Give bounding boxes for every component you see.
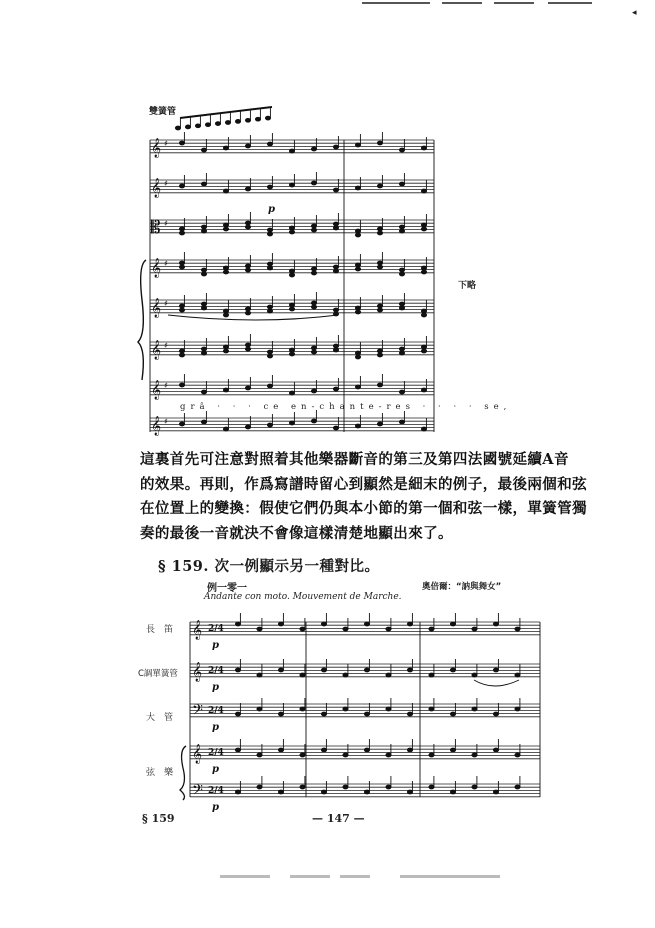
note-head: [245, 187, 250, 191]
note-head: [223, 266, 228, 270]
note-head: [289, 348, 294, 352]
note-head: [201, 229, 206, 233]
lyrics-line: grâ · · · ce en-chante-res · · · · se,: [180, 402, 512, 412]
note-head: [515, 785, 520, 789]
note-head: [235, 120, 240, 124]
clef-symbol: 𝄞: [151, 340, 162, 360]
note-head: [386, 785, 391, 789]
note-head: [407, 748, 412, 752]
note-head: [195, 124, 200, 128]
note-head: [421, 189, 426, 193]
note-head: [355, 263, 360, 267]
note-head: [267, 384, 272, 388]
note-head: [235, 622, 240, 626]
note-head: [421, 388, 426, 392]
key-signature: ♯: [164, 417, 168, 426]
note-head: [355, 229, 360, 233]
note-head: [267, 232, 272, 236]
note-head: [245, 144, 250, 148]
note-head: [377, 304, 382, 308]
key-signature: ♯: [164, 179, 168, 188]
note-head: [267, 423, 272, 427]
note-head: [429, 707, 434, 711]
note-head: [429, 785, 434, 789]
note-head: [399, 302, 404, 306]
note-head: [235, 790, 240, 794]
note-head: [311, 228, 316, 232]
note-head: [386, 753, 391, 757]
note-head: [201, 420, 206, 424]
note-head: [333, 222, 338, 226]
clef-symbol: 𝄞: [151, 258, 162, 278]
note-head: [185, 125, 190, 129]
tempo-marking: Andante con moto. Mouvement de Marche.: [204, 592, 402, 602]
side-note: 下略: [458, 281, 477, 291]
note-head: [450, 622, 455, 626]
score-figure-2: [184, 600, 544, 815]
note-head: [399, 182, 404, 186]
paragraph-line: 在位置上的變換：假使它們仍與本小節的第一個和弦一樣，單簧管獨: [140, 500, 587, 517]
paragraph-line: 這裏首先可注意對照着其他樂器斷音的第三及第四法國號延續A音: [140, 451, 569, 468]
note-head: [377, 261, 382, 265]
note-head: [421, 309, 426, 313]
note-head: [300, 673, 305, 677]
note-head: [278, 790, 283, 794]
note-head: [355, 306, 360, 310]
note-head: [289, 421, 294, 425]
note-head: [429, 673, 434, 677]
note-head: [472, 785, 477, 789]
instrument-label-flute: 長 笛: [146, 625, 174, 635]
clef-symbol: 𝄢: [192, 702, 203, 722]
note-head: [493, 668, 498, 672]
note-head: [179, 383, 184, 387]
note-head: [201, 268, 206, 272]
note-head: [179, 141, 184, 145]
note-head: [257, 785, 262, 789]
footer-section-ref: § 159: [142, 812, 175, 825]
time-signature: 2/4: [208, 786, 224, 796]
note-head: [399, 390, 404, 394]
note-head: [333, 387, 338, 391]
note-head: [245, 225, 250, 229]
note-head: [300, 707, 305, 711]
note-head: [421, 223, 426, 227]
dynamic-mark: p: [268, 204, 275, 215]
note-head: [267, 262, 272, 266]
note-head: [311, 147, 316, 151]
note-head: [223, 388, 228, 392]
note-head: [311, 305, 316, 309]
note-head: [429, 627, 434, 631]
note-head: [175, 126, 180, 130]
note-head: [333, 265, 338, 269]
key-signature: ♯: [164, 299, 168, 308]
note-head: [201, 390, 206, 394]
score-figure-1: [138, 110, 438, 440]
note-head: [235, 668, 240, 672]
note-head: [289, 273, 294, 277]
clef-symbol: 𝄞: [192, 744, 203, 764]
note-head: [267, 228, 272, 232]
note-head: [257, 627, 262, 631]
note-head: [289, 303, 294, 307]
clef-symbol: 𝄞: [192, 620, 203, 640]
note-head: [399, 347, 404, 351]
note-head: [493, 790, 498, 794]
note-head: [223, 146, 228, 150]
note-head: [355, 233, 360, 237]
note-head: [179, 265, 184, 269]
note-head: [311, 301, 316, 305]
note-head: [289, 230, 294, 234]
note-head: [257, 673, 262, 677]
note-head: [399, 148, 404, 152]
note-head: [223, 227, 228, 231]
note-head: [472, 673, 477, 677]
clef-symbol: 𝄞: [151, 298, 162, 318]
note-head: [289, 391, 294, 395]
note-head: [179, 349, 184, 353]
key-signature: ♯: [164, 219, 168, 228]
note-head: [450, 748, 455, 752]
instrument-label-bassoon: 大 管: [146, 713, 174, 723]
note-head: [179, 231, 184, 235]
note-head: [355, 267, 360, 271]
note-head: [311, 389, 316, 393]
note-head: [450, 668, 455, 672]
note-head: [377, 422, 382, 426]
note-head: [289, 183, 294, 187]
note-head: [205, 123, 210, 127]
clef-symbol: 𝄢: [192, 782, 203, 802]
key-signature: ♯: [164, 381, 168, 390]
note-head: [421, 345, 426, 349]
note-head: [333, 426, 338, 430]
note-head: [399, 268, 404, 272]
note-head: [278, 622, 283, 626]
note-head: [407, 712, 412, 716]
note-head: [179, 261, 184, 265]
corner-mark: ◂: [632, 8, 637, 18]
note-head: [377, 353, 382, 357]
note-head: [289, 149, 294, 153]
note-head: [300, 753, 305, 757]
time-signature: 2/4: [208, 706, 224, 716]
note-head: [421, 146, 426, 150]
note-head: [255, 117, 260, 121]
note-head: [257, 753, 262, 757]
body-paragraph: [140, 448, 587, 546]
note-head: [421, 270, 426, 274]
note-head: [355, 385, 360, 389]
section-heading: [158, 555, 380, 576]
time-signature: 2/4: [208, 748, 224, 758]
tie: [168, 315, 338, 320]
note-head: [343, 673, 348, 677]
note-head: [179, 308, 184, 312]
note-head: [399, 225, 404, 229]
note-head: [515, 673, 520, 677]
note-head: [343, 753, 348, 757]
scan-artifact: [400, 875, 500, 878]
note-head: [235, 748, 240, 752]
note-head: [377, 231, 382, 235]
note-head: [421, 227, 426, 231]
note-head: [399, 351, 404, 355]
note-head: [311, 350, 316, 354]
note-head: [407, 622, 412, 626]
note-head: [179, 227, 184, 231]
paragraph-line: 的效果。再則，作爲寫譜時留心到顯然是細末的例子，最後兩個和弦: [140, 475, 587, 493]
note-head: [472, 707, 477, 711]
note-head: [493, 622, 498, 626]
clef-symbol: 𝄞: [151, 416, 162, 436]
paragraph-line: 奏的最後一音就決不會像這樣清楚地顯出來了。: [140, 524, 453, 542]
note-head: [311, 224, 316, 228]
note-head: [223, 313, 228, 317]
note-head: [421, 313, 426, 317]
note-head: [377, 141, 382, 145]
note-head: [377, 383, 382, 387]
note-head: [333, 344, 338, 348]
note-head: [429, 753, 434, 757]
note-head: [399, 306, 404, 310]
note-head: [245, 425, 250, 429]
note-head: [355, 351, 360, 355]
note-head: [399, 272, 404, 276]
note-head: [343, 627, 348, 631]
note-head: [223, 270, 228, 274]
note-head: [289, 269, 294, 273]
note-head: [223, 189, 228, 193]
note-head: [377, 349, 382, 353]
note-head: [386, 707, 391, 711]
dynamic-mark: p: [212, 802, 219, 813]
note-head: [355, 186, 360, 190]
source-attribution: 奧倍爾：“訥與舞女”: [422, 582, 502, 592]
note-head: [421, 349, 426, 353]
note-head: [321, 748, 326, 752]
note-head: [289, 352, 294, 356]
note-head: [179, 353, 184, 357]
note-head: [333, 226, 338, 230]
note-head: [179, 304, 184, 308]
note-head: [267, 305, 272, 309]
header-rule: [362, 2, 430, 4]
scan-artifact: [290, 875, 330, 878]
page-number: — 147 —: [312, 812, 365, 825]
note-head: [245, 311, 250, 315]
note-head: [179, 422, 184, 426]
note-head: [321, 668, 326, 672]
note-head: [223, 223, 228, 227]
clef-symbol: 𝄡: [151, 218, 161, 238]
note-head: [515, 707, 520, 711]
time-signature: 2/4: [208, 666, 224, 676]
note-head: [515, 627, 520, 631]
note-head: [399, 229, 404, 233]
clef-symbol: 𝄞: [151, 178, 162, 198]
note-head: [311, 419, 316, 423]
note-head: [179, 184, 184, 188]
note-head: [300, 627, 305, 631]
section-number: § 159.: [158, 558, 209, 575]
note-head: [355, 310, 360, 314]
clef-symbol: 𝄞: [192, 662, 203, 682]
note-head: [201, 272, 206, 276]
note-head: [267, 266, 272, 270]
note-head: [386, 627, 391, 631]
note-head: [311, 181, 316, 185]
key-signature: ♯: [164, 139, 168, 148]
clef-symbol: 𝄞: [151, 380, 162, 400]
dynamic-mark: p: [212, 640, 219, 651]
scan-artifact: [340, 875, 370, 878]
note-head: [245, 221, 250, 225]
beam: [180, 107, 272, 118]
note-head: [343, 707, 348, 711]
note-head: [215, 122, 220, 126]
note-head: [493, 748, 498, 752]
note-head: [472, 627, 477, 631]
note-head: [289, 226, 294, 230]
note-head: [364, 712, 369, 716]
scan-artifact: [220, 875, 270, 878]
note-head: [321, 712, 326, 716]
note-head: [321, 790, 326, 794]
note-head: [355, 143, 360, 147]
note-head: [265, 116, 270, 120]
note-head: [245, 347, 250, 351]
note-head: [289, 307, 294, 311]
note-head: [311, 346, 316, 350]
instrument-label-clarinet: C調單簧管: [138, 669, 178, 679]
note-head: [450, 712, 455, 716]
note-head: [355, 424, 360, 428]
time-signature: 2/4: [208, 624, 224, 634]
note-head: [407, 668, 412, 672]
note-head: [245, 386, 250, 390]
note-head: [267, 309, 272, 313]
note-head: [223, 349, 228, 353]
dynamic-mark: p: [212, 682, 219, 693]
header-rule: [548, 2, 592, 4]
example-label: 例一零一: [207, 583, 247, 594]
note-head: [300, 785, 305, 789]
note-head: [223, 309, 228, 313]
note-head: [343, 785, 348, 789]
note-head: [225, 121, 230, 125]
section-text: 次一例顯示另一種對比。: [214, 558, 380, 575]
note-head: [377, 227, 382, 231]
note-head: [450, 790, 455, 794]
key-signature: ♯: [164, 259, 168, 268]
note-head: [278, 748, 283, 752]
note-head: [421, 266, 426, 270]
note-head: [321, 622, 326, 626]
note-head: [311, 267, 316, 271]
note-head: [377, 184, 382, 188]
note-head: [364, 790, 369, 794]
note-head: [515, 753, 520, 757]
dynamic-mark: p: [212, 722, 219, 733]
note-head: [377, 265, 382, 269]
note-head: [201, 302, 206, 306]
key-signature: ♯: [164, 341, 168, 350]
slur: [474, 680, 519, 686]
note-head: [245, 118, 250, 122]
note-head: [201, 306, 206, 310]
note-head: [311, 271, 316, 275]
note-head: [333, 145, 338, 149]
note-head: [278, 668, 283, 672]
dynamic-mark: p: [212, 764, 219, 775]
note-head: [223, 345, 228, 349]
note-head: [201, 351, 206, 355]
note-head: [201, 225, 206, 229]
note-head: [386, 673, 391, 677]
clef-symbol: 𝄞: [151, 138, 162, 158]
note-head: [278, 712, 283, 716]
header-rule: [494, 2, 534, 4]
note-head: [355, 355, 360, 359]
note-head: [399, 420, 404, 424]
instrument-label-oboe: 雙簧管: [149, 107, 177, 117]
note-head: [421, 427, 426, 431]
note-head: [245, 343, 250, 347]
note-head: [267, 185, 272, 189]
note-head: [223, 427, 228, 431]
note-head: [333, 269, 338, 273]
note-head: [245, 307, 250, 311]
note-head: [364, 748, 369, 752]
brace: [138, 260, 146, 380]
note-head: [377, 308, 382, 312]
brace: [180, 746, 186, 800]
note-head: [493, 712, 498, 716]
note-head: [257, 707, 262, 711]
note-head: [407, 790, 412, 794]
note-head: [245, 264, 250, 268]
note-head: [201, 182, 206, 186]
note-head: [267, 142, 272, 146]
note-head: [333, 308, 338, 312]
note-head: [364, 622, 369, 626]
note-head: [472, 753, 477, 757]
note-head: [364, 668, 369, 672]
note-head: [333, 348, 338, 352]
note-head: [201, 347, 206, 351]
note-head: [267, 350, 272, 354]
header-rule: [442, 2, 482, 4]
note-head: [201, 148, 206, 152]
note-head: [245, 268, 250, 272]
note-head: [267, 354, 272, 358]
note-head: [333, 188, 338, 192]
instrument-label-strings: 弦 樂: [146, 768, 174, 778]
note-head: [235, 712, 240, 716]
